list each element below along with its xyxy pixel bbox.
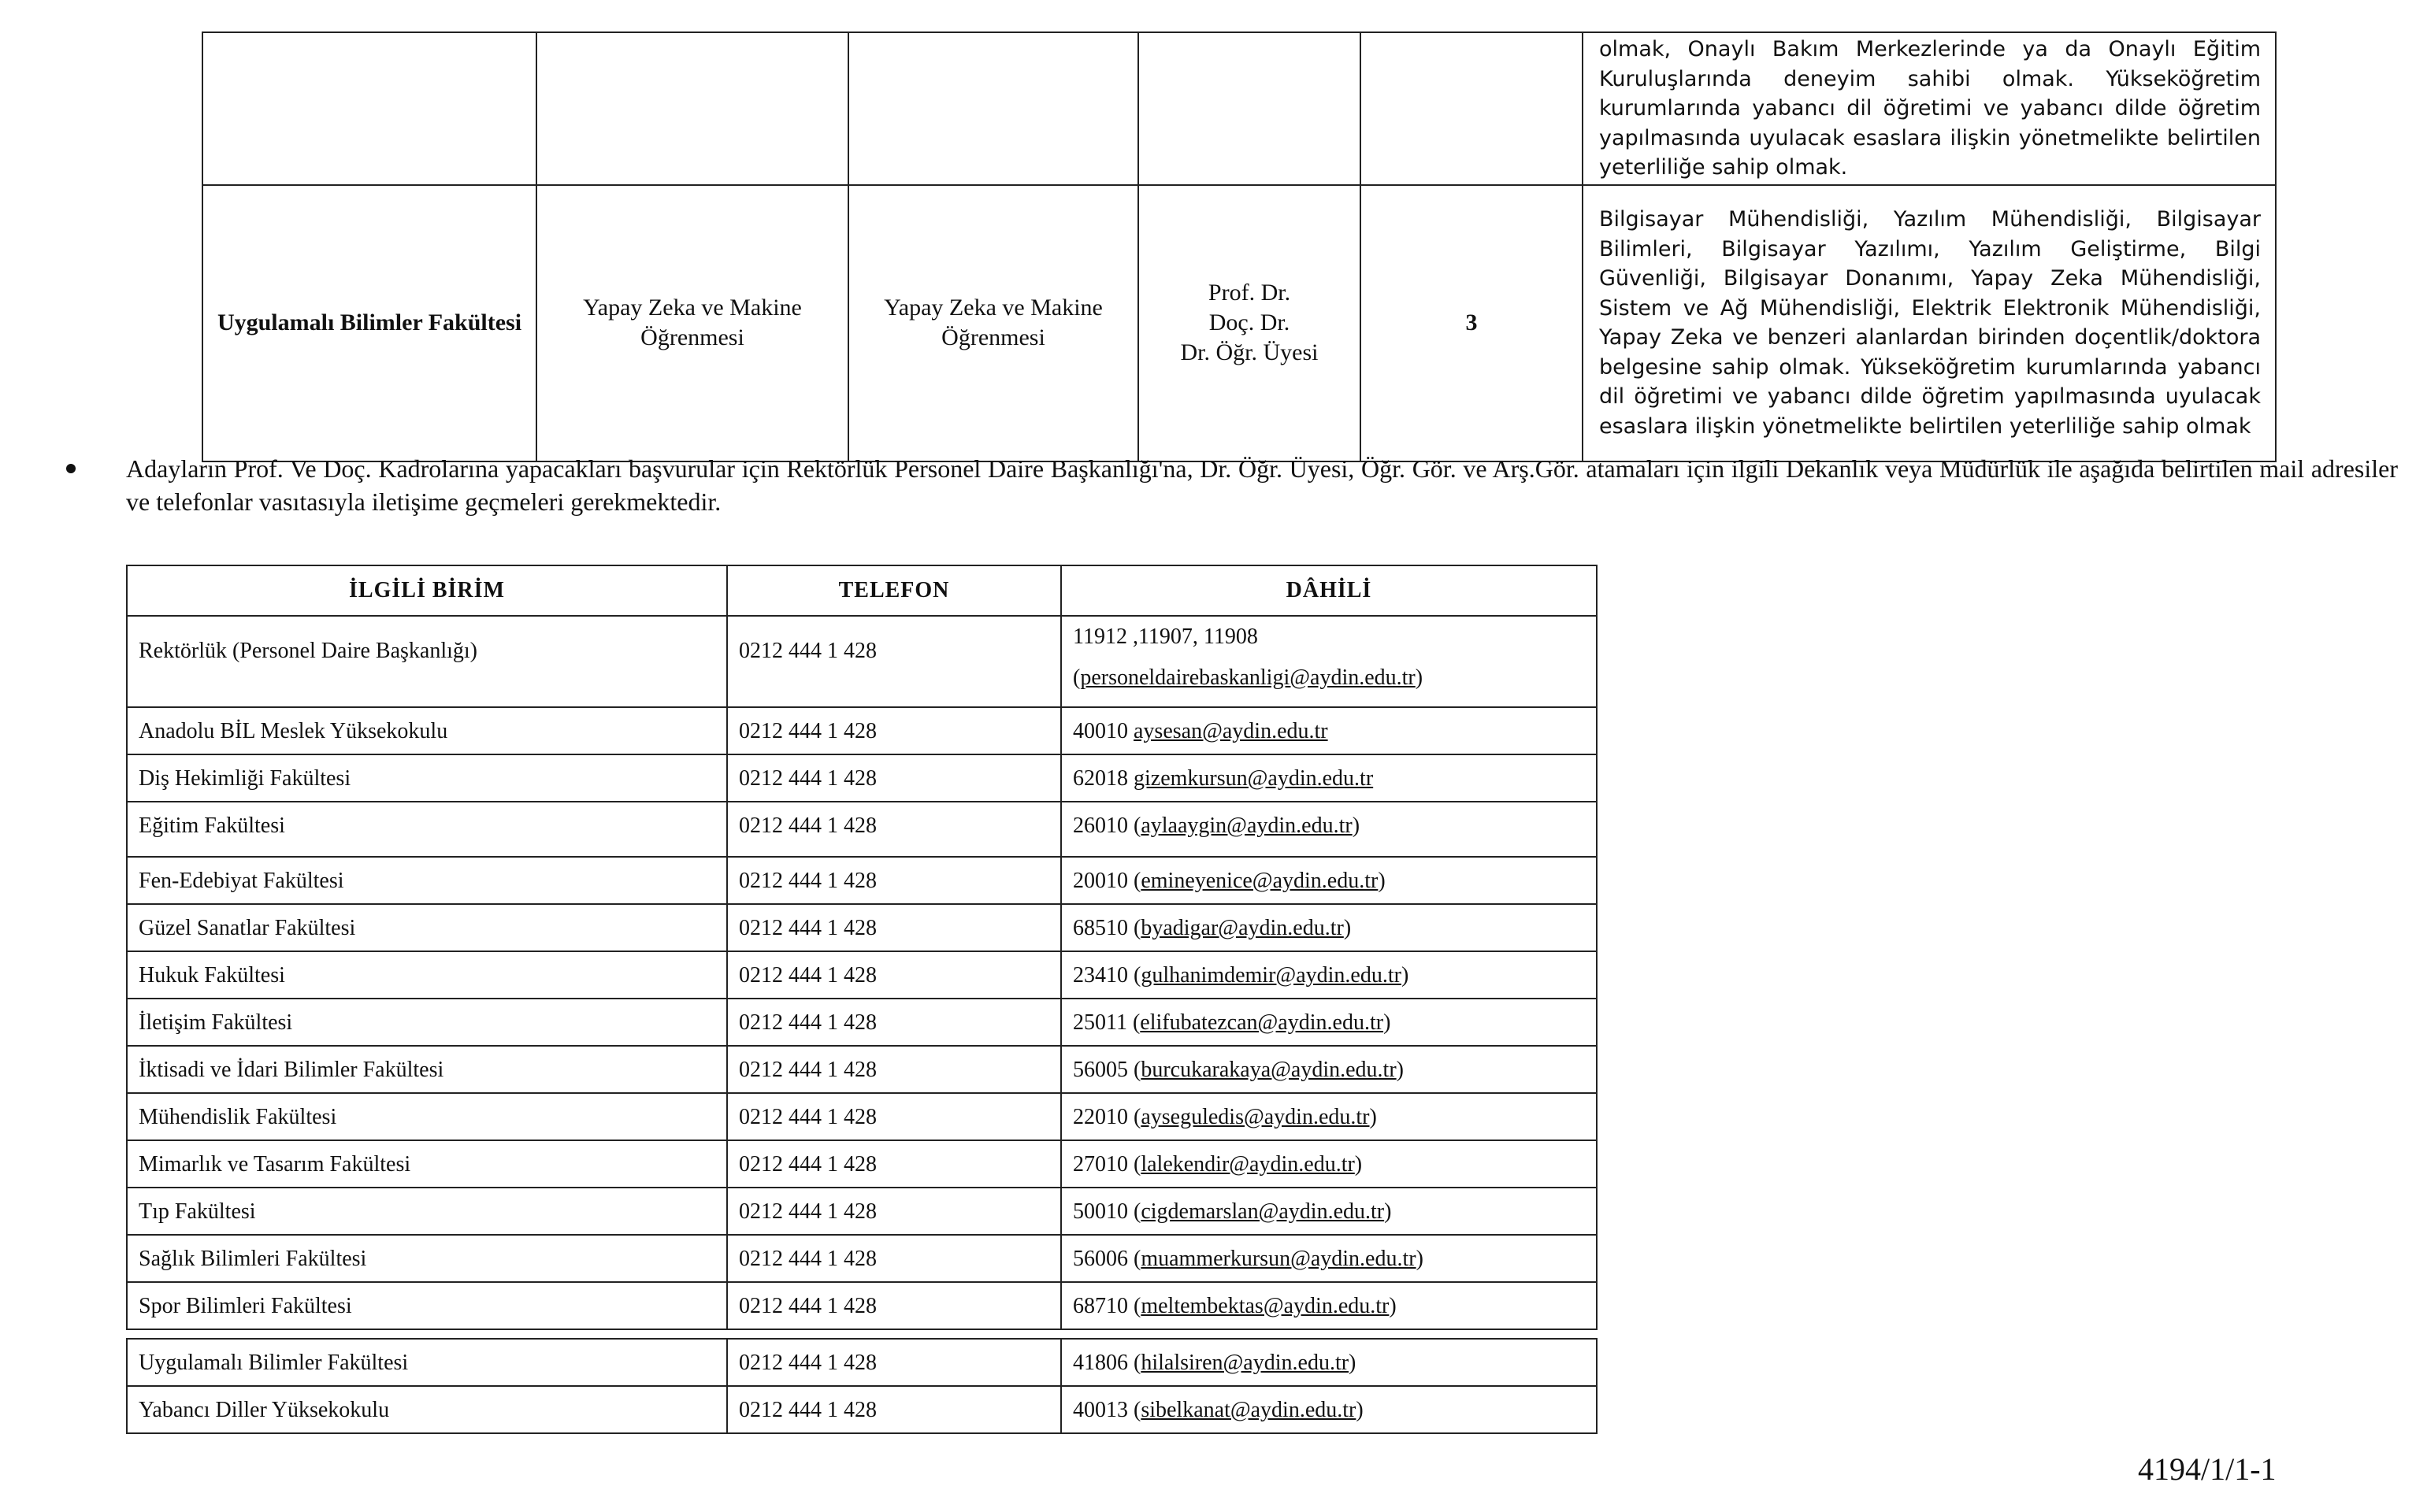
unit-cell: Uygulamalı Bilimler Fakültesi xyxy=(127,1339,727,1386)
table-gap xyxy=(127,1329,1597,1339)
bullet-icon xyxy=(66,464,76,473)
ext-number: 56006 xyxy=(1073,1247,1128,1271)
table-row xyxy=(127,1282,1597,1329)
email-link[interactable]: personeldairebaskanligi@aydin.edu.tr xyxy=(1080,665,1416,690)
table-row xyxy=(127,999,1597,1046)
table-row xyxy=(127,1235,1597,1282)
table-row xyxy=(127,1046,1597,1093)
unit-cell: Sağlık Bilimleri Fakültesi xyxy=(127,1235,727,1282)
phone-cell: 0212 444 1 428 xyxy=(727,1140,1061,1188)
email-link[interactable]: gulhanimdemir@aydin.edu.tr xyxy=(1141,963,1401,988)
table-header-row xyxy=(127,565,1597,616)
note-text: Adayların Prof. Ve Doç. Kadrolarına yapacakları başvurular için Rektörlük Personel Daire Başkanlığı'na, Dr. Öğr. Üyesi, Öğr. Gör. ve Arş.Gör. atamaları için ilgili Dekanlık veya Müdürlük ile aşağıda belirtilen mail adresiler ve telefonlar vasıtasıyla iletişime geçmeleri gerekmektedir. xyxy=(126,454,2398,516)
table-row xyxy=(127,616,1597,707)
table-row xyxy=(127,802,1597,857)
title-dr: Dr. Öğr. Üyesi xyxy=(1180,339,1319,365)
unit-cell: Diş Hekimliği Fakültesi xyxy=(127,754,727,802)
unit-cell: Tıp Fakültesi xyxy=(127,1188,727,1235)
email-link[interactable]: burcukarakaya@aydin.edu.tr xyxy=(1141,1058,1397,1082)
email-link[interactable]: cigdemarslan@aydin.edu.tr xyxy=(1141,1199,1385,1224)
ext-cell: 41806 (hilalsiren@aydin.edu.tr) xyxy=(1061,1339,1597,1386)
count-cell: 3 xyxy=(1360,185,1583,461)
header-ext: DÂHİLİ xyxy=(1061,565,1597,616)
email-link[interactable]: elifubatezcan@aydin.edu.tr xyxy=(1140,1010,1384,1035)
bullet-note xyxy=(66,452,2398,518)
position-table xyxy=(202,32,2277,462)
ext-cell: 68710 (meltembektas@aydin.edu.tr) xyxy=(1061,1282,1597,1329)
email-link[interactable]: aysesan@aydin.edu.tr xyxy=(1134,719,1328,743)
ext-cell: 56006 (muammerkursun@aydin.edu.tr) xyxy=(1061,1235,1597,1282)
ext-cell: 56005 (burcukarakaya@aydin.edu.tr) xyxy=(1061,1046,1597,1093)
phone-cell: 0212 444 1 428 xyxy=(727,1046,1061,1093)
unit-cell: Hukuk Fakültesi xyxy=(127,951,727,999)
ext-number: 25011 xyxy=(1073,1010,1127,1035)
email-link[interactable]: byadigar@aydin.edu.tr xyxy=(1141,916,1344,940)
unit-cell: Fen-Edebiyat Fakültesi xyxy=(127,857,727,904)
ext-cell: 26010 (aylaaygin@aydin.edu.tr) xyxy=(1061,802,1597,857)
ext-number: 41806 xyxy=(1073,1351,1128,1375)
unit-cell: İktisadi ve İdari Bilimler Fakültesi xyxy=(127,1046,727,1093)
ext-cell: 27010 (lalekendir@aydin.edu.tr) xyxy=(1061,1140,1597,1188)
phone-cell: 0212 444 1 428 xyxy=(727,802,1061,857)
ext-number: 27010 xyxy=(1073,1152,1128,1177)
ext-cell xyxy=(1061,707,1597,754)
ext-cell: 20010 (emineyenice@aydin.edu.tr) xyxy=(1061,857,1597,904)
ext-cell: 25011 (elifubatezcan@aydin.edu.tr) xyxy=(1061,999,1597,1046)
table-row xyxy=(127,707,1597,754)
table-row xyxy=(127,754,1597,802)
ext-cell xyxy=(1061,754,1597,802)
ext-number: 22010 xyxy=(1073,1105,1128,1129)
ext-number: 40010 xyxy=(1073,719,1128,743)
program-cell: Yapay Zeka ve Makine Öğrenmesi xyxy=(848,185,1138,461)
ext-number: 68710 xyxy=(1073,1294,1128,1318)
contacts-table xyxy=(126,565,1598,1434)
unit-cell: İletişim Fakültesi xyxy=(127,999,727,1046)
ext-cell: 11912 ,11907, 11908 (personeldairebaskanligi@aydin.edu.tr) xyxy=(1061,616,1597,707)
phone-cell: 0212 444 1 428 xyxy=(727,951,1061,999)
ext-number: 40013 xyxy=(1073,1398,1128,1422)
ext-cell: 23410 (gulhanimdemir@aydin.edu.tr) xyxy=(1061,951,1597,999)
unit-cell: Yabancı Diller Yüksekokulu xyxy=(127,1386,727,1433)
ext-cell: 22010 (ayseguledis@aydin.edu.tr) xyxy=(1061,1093,1597,1140)
ext-cell: 40013 (sibelkanat@aydin.edu.tr) xyxy=(1061,1386,1597,1433)
table-row xyxy=(127,1386,1597,1433)
phone-cell: 0212 444 1 428 xyxy=(727,1188,1061,1235)
header-phone: TELEFON xyxy=(727,565,1061,616)
ext-number: 20010 xyxy=(1073,869,1128,893)
table-row xyxy=(127,1188,1597,1235)
ext-number: 68510 xyxy=(1073,916,1128,940)
phone-cell: 0212 444 1 428 xyxy=(727,857,1061,904)
unit-cell: Eğitim Fakültesi xyxy=(127,802,727,857)
email-link[interactable]: sibelkanat@aydin.edu.tr xyxy=(1141,1398,1356,1422)
requirements-text: olmak, Onaylı Bakım Merkezlerinde ya da Onaylı Eğitim Kuruluşlarında deneyim sahibi olmak. Yükseköğretim kurumlarında yabancı dil öğretimi ve yabancı dilde öğretim yapılmasında uyulacak esaslara ilişkin yönetmelikte belirtilen yeterliliğe sahip olmak. xyxy=(1583,32,2276,185)
table-row xyxy=(127,1093,1597,1140)
unit-cell: Spor Bilimleri Fakültesi xyxy=(127,1282,727,1329)
table-row xyxy=(127,951,1597,999)
table-row xyxy=(127,857,1597,904)
phone-cell: 0212 444 1 428 xyxy=(727,999,1061,1046)
email-link[interactable]: emineyenice@aydin.edu.tr xyxy=(1141,869,1379,893)
page-number: 4194/1/1-1 xyxy=(2138,1451,2277,1487)
title-prof: Prof. Dr. xyxy=(1208,280,1291,306)
table-row xyxy=(127,1339,1597,1386)
ext-number: 23410 xyxy=(1073,963,1128,988)
unit-cell: Mimarlık ve Tasarım Fakültesi xyxy=(127,1140,727,1188)
table-row xyxy=(127,904,1597,951)
email-link[interactable]: meltembektas@aydin.edu.tr xyxy=(1141,1294,1390,1318)
phone-cell: 0212 444 1 428 xyxy=(727,904,1061,951)
table-row xyxy=(127,1140,1597,1188)
ext-number: 62018 xyxy=(1073,766,1128,791)
phone-cell: 0212 444 1 428 xyxy=(727,1386,1061,1433)
phone-cell: 0212 444 1 428 xyxy=(727,616,1061,707)
email-link[interactable]: lalekendir@aydin.edu.tr xyxy=(1141,1152,1355,1177)
email-link[interactable]: gizemkursun@aydin.edu.tr xyxy=(1134,766,1374,791)
title-doc: Doç. Dr. xyxy=(1208,309,1290,335)
unit-cell: Güzel Sanatlar Fakültesi xyxy=(127,904,727,951)
email-link[interactable]: aylaaygin@aydin.edu.tr xyxy=(1141,813,1353,838)
ext-number: 50010 xyxy=(1073,1199,1128,1224)
unit-cell: Mühendislik Fakültesi xyxy=(127,1093,727,1140)
unit-cell: Anadolu BİL Meslek Yüksekokulu xyxy=(127,707,727,754)
ext-number: 56005 xyxy=(1073,1058,1128,1082)
table-row xyxy=(202,185,2276,461)
phone-cell: 0212 444 1 428 xyxy=(727,1282,1061,1329)
phone-cell: 0212 444 1 428 xyxy=(727,707,1061,754)
phone-cell: 0212 444 1 428 xyxy=(727,1093,1061,1140)
phone-cell: 0212 444 1 428 xyxy=(727,754,1061,802)
email-link[interactable]: ayseguledis@aydin.edu.tr xyxy=(1141,1105,1370,1129)
phone-cell: 0212 444 1 428 xyxy=(727,1235,1061,1282)
ext-number: 11912 ,11907, 11908 xyxy=(1073,624,1258,649)
faculty-cell: Uygulamalı Bilimler Fakültesi xyxy=(202,185,536,461)
title-cell xyxy=(1138,185,1360,461)
header-unit: İLGİLİ BİRİM xyxy=(127,565,727,616)
ext-cell: 50010 (cigdemarslan@aydin.edu.tr) xyxy=(1061,1188,1597,1235)
email-link[interactable]: muammerkursun@aydin.edu.tr xyxy=(1141,1247,1416,1271)
ext-number: 26010 xyxy=(1073,813,1128,838)
email-link[interactable]: hilalsiren@aydin.edu.tr xyxy=(1141,1351,1349,1375)
table-row xyxy=(202,32,2276,185)
phone-cell: 0212 444 1 428 xyxy=(727,1339,1061,1386)
department-cell: Yapay Zeka ve Makine Öğrenmesi xyxy=(536,185,848,461)
requirements-text: Bilgisayar Mühendisliği, Yazılım Mühendisliği, Bilgisayar Bilimleri, Bilgisayar Yazılımı, Yazılım Geliştirme, Bilgi Güvenliği, Bilgisayar Donanımı, Yapay Zeka Mühendisliği, Sistem ve Ağ Mühendisliği, Elektrik Elektronik Mühendisliği, Yapay Zeka ve benzeri alanlardan birinden doçentlik/doktora belgesine sahip olmak. Yükseköğretim kurumlarında yabancı dil öğretimi ve yabancı dilde öğretim yapılmasında uyulacak esaslara ilişkin yönetmelikte belirtilen yeterliliğe sahip olmak xyxy=(1583,185,2276,461)
ext-cell: 68510 (byadigar@aydin.edu.tr) xyxy=(1061,904,1597,951)
unit-cell: Rektörlük (Personel Daire Başkanlığı) xyxy=(127,616,727,707)
